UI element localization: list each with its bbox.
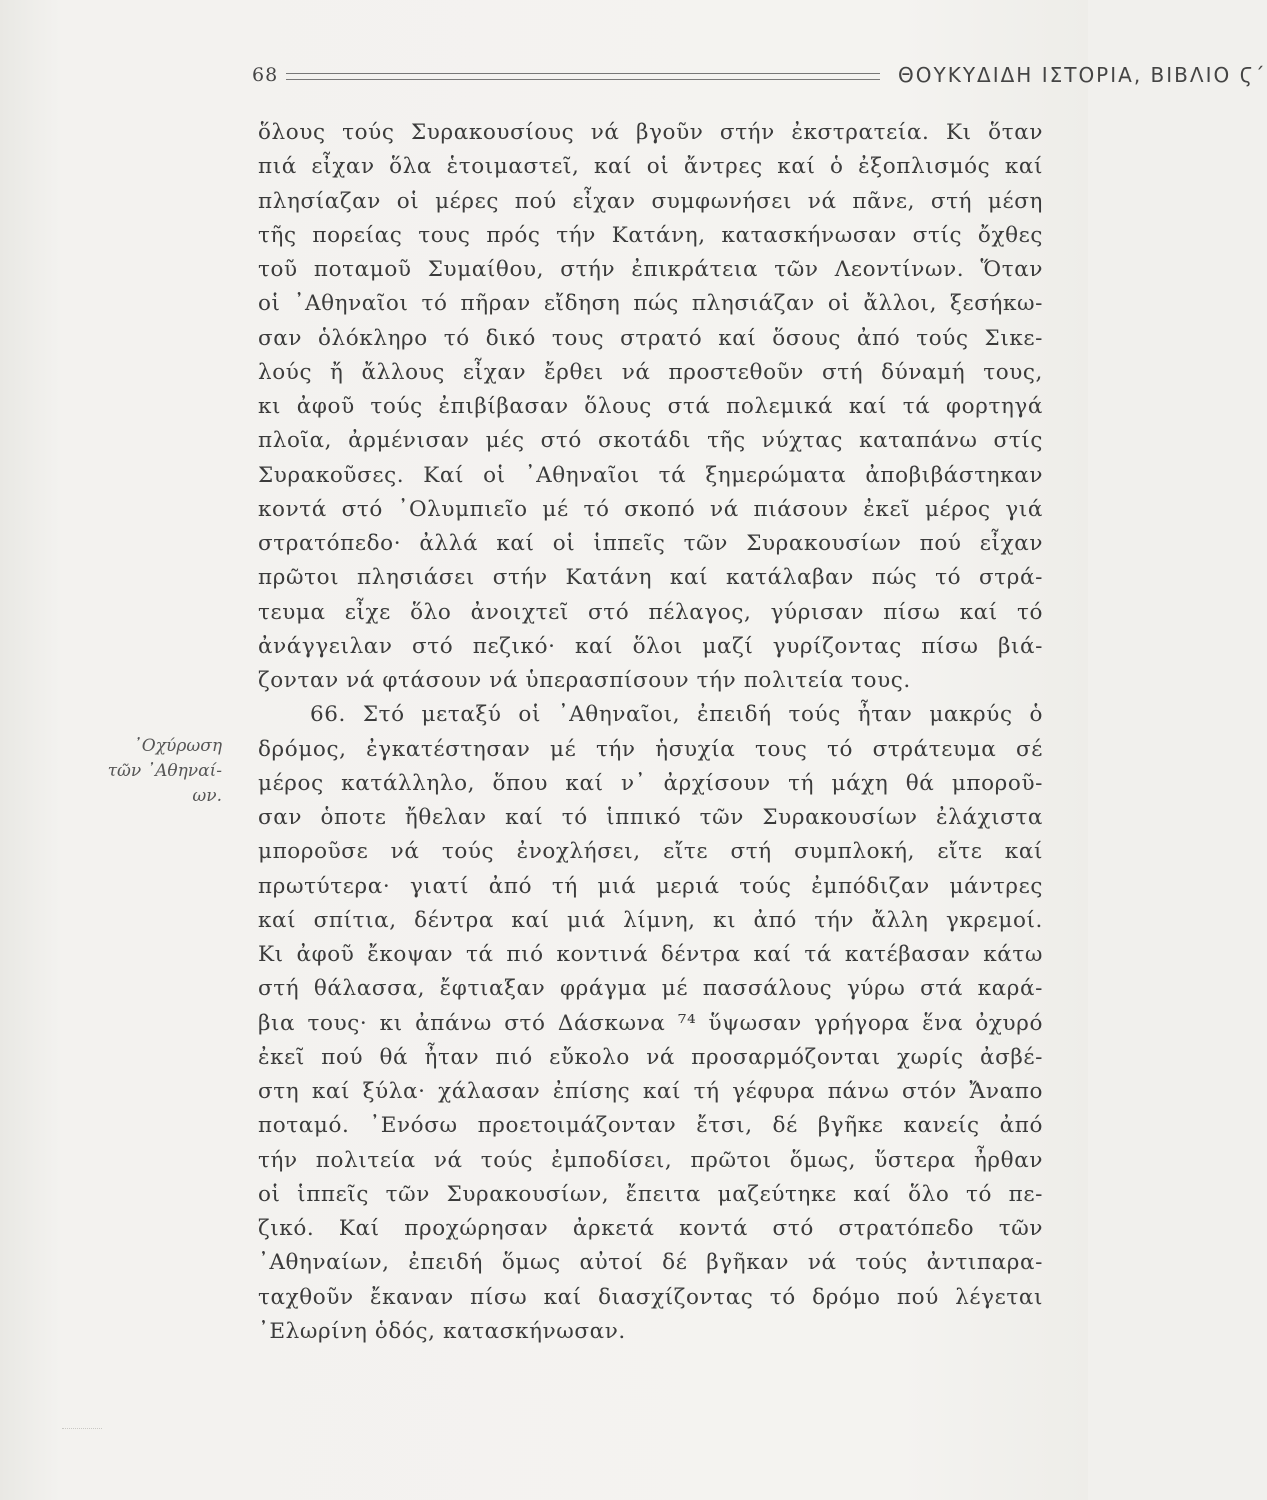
text-line: ταχθοῦν ἔκαναν πίσω καί διασχίζοντας τό δρόμο πού λέγεται (258, 1284, 1043, 1310)
text-line: οἱ ᾿Αθηναῖοι τό πῆραν εἴδηση πώς πλησιάζαν οἱ ἄλλοι, ξεσήκω- (258, 291, 1043, 317)
margin-note-line: ᾿Οχύρωση (133, 736, 222, 756)
text-line: πλοῖα, ἀρμένισαν μές στό σκοτάδι τῆς νύχτας καταπάνω στίς (258, 428, 1043, 454)
text-line: τευμα εἶχε ὅλο ἀνοιχτεῖ στό πέλαγος, γύρισαν πίσω καί τό (258, 599, 1043, 625)
text-line: ᾿Αθηναίων, ἐπειδή ὅμως αὐτοί δέ βγῆκαν νά τούς ἀντιπαρα- (258, 1250, 1043, 1276)
section-start-line: 66. Στό μεταξύ οἱ ᾿Αθηναῖοι, ἐπειδή τούς ἦταν μακρύς ὁ (310, 702, 1043, 728)
text-line: ζονταν νά φτάσουν νά ὑπερασπίσουν τήν πολιτεία τους. (258, 668, 911, 693)
header-rule (286, 73, 880, 80)
text-line: σαν ὁποτε ἤθελαν καί τό ἱππικό τῶν Συρακουσίων ἐλάχιστα (258, 805, 1043, 830)
text-line: κοντά στό ᾿Ολυμπιεῖο μέ τό σκοπό νά πιάσουν ἐκεῖ μέρος γιά (258, 496, 1043, 522)
text-line: πρωτύτερα· γιατί ἀπό τή μιά μεριά τούς ἐμπόδιζαν μάντρες (258, 873, 1043, 899)
text-line: ποταμό. ᾿Ενόσω προετοιμάζονταν ἔτσι, δέ βγῆκε κανείς ἀπό (258, 1113, 1043, 1139)
body-text (258, 116, 1043, 1349)
margin-note-line: ων. (192, 786, 222, 806)
text-line: πλησίαζαν οἱ μέρες πού εἶχαν συμφωνήσει νά πᾶνε, στή μέση (258, 188, 1043, 214)
text-line: στη καί ξύλα· χάλασαν ἐπίσης καί τή γέφυρα πάνω στόν Ἄναπο (258, 1079, 1043, 1104)
margin-note (82, 734, 222, 809)
margin-note-line: τῶν ᾿Αθηναί- (107, 761, 222, 781)
page-number: 68 (252, 64, 279, 86)
text-line: ἐκεῖ πού θά ἦταν πιό εὔκολο νά προσαρμόζονται χωρίς ἀσβέ- (258, 1044, 1043, 1070)
text-line: στή θάλασσα, ἔφτιαξαν φράγμα μέ πασσάλους γύρω στά καρά- (258, 976, 1043, 1002)
text-line: ᾿Ελωρίνη ὁδός, κατασκήνωσαν. (258, 1318, 626, 1344)
scan-artifact (62, 1428, 102, 1437)
text-line: σαν ὁλόκληρο τό δικό τους στρατό καί ὅσους ἀπό τούς Σικε- (258, 325, 1043, 351)
text-line: πιά εἶχαν ὅλα ἑτοιμαστεῖ, καί οἱ ἄντρες καί ὁ ἐξοπλισμός καί (258, 154, 1043, 180)
text-line: βια τους· κι ἀπάνω στό Δάσκωνα ⁷⁴ ὕψωσαν γρήγορα ἕνα ὀχυρό (258, 1010, 1043, 1036)
text-line: μέρος κατάλληλο, ὅπου καί ν᾿ ἀρχίσουν τή μάχη θά μποροῦ- (258, 770, 1043, 796)
text-line: τοῦ ποταμοῦ Συμαίθου, στήν ἐπικράτεια τῶν Λεοντίνων. Ὅταν (258, 257, 1043, 282)
text-line: δρόμος, ἐγκατέστησαν μέ τήν ἡσυχία τους τό στράτευμα σέ (258, 736, 1043, 762)
running-title: ΘΟΥΚΥΔΙΔΗ ΙΣΤΟΡΙΑ, ΒΙΒΛΙΟ Ϛ΄ (898, 63, 1267, 87)
text-line: ὅλους τούς Συρακουσίους νά βγοῦν στήν ἐκστρατεία. Κι ὅταν (258, 120, 1043, 145)
text-line: πρῶτοι πλησιάσει στήν Κατάνη καί κατάλαβαν πώς τό στρά- (258, 565, 1043, 591)
text-line: Συρακοῦσες. Καί οἱ ᾿Αθηναῖοι τά ξημερώματα ἀποβιβάστηκαν (258, 462, 1043, 488)
text-line: κι ἀφοῦ τούς ἐπιβίβασαν ὅλους στά πολεμικά καί τά φορτηγά (258, 394, 1043, 419)
text-line: ἀνάγγειλαν στό πεζικό· καί ὅλοι μαζί γυρίζοντας πίσω βιά- (258, 633, 1043, 659)
text-line: οἱ ἱππεῖς τῶν Συρακουσίων, ἔπειτα μαζεύτηκε καί ὅλο τό πε- (258, 1181, 1043, 1207)
text-line: Κι ἀφοῦ ἔκοψαν τά πιό κοντινά δέντρα καί τά κατέβασαν κάτω (258, 942, 1043, 967)
text-line: μποροῦσε νά τούς ἐνοχλήσει, εἴτε στή συμπλοκή, εἴτε καί (258, 839, 1043, 865)
text-line: καί σπίτια, δέντρα καί μιά λίμνη, κι ἀπό τήν ἄλλη γκρεμοί. (258, 907, 1043, 933)
text-line: στρατόπεδο· ἀλλά καί οἱ ἱππεῖς τῶν Συρακουσίων πού εἶχαν (258, 531, 1043, 556)
text-line: τῆς πορείας τους πρός τήν Κατάνη, κατασκήνωσαν στίς ὄχθες (258, 222, 1043, 248)
text-line: τήν πολιτεία νά τούς ἐμποδίσει, πρῶτοι ὅμως, ὕστερα ἦρθαν (258, 1147, 1043, 1173)
text-line: ζικό. Καί προχώρησαν ἀρκετά κοντά στό στρατόπεδο τῶν (258, 1216, 1043, 1241)
page-header (252, 63, 1267, 94)
text-line: λούς ἤ ἄλλους εἶχαν ἔρθει νά προστεθοῦν στή δύναμή τους, (258, 359, 1043, 385)
